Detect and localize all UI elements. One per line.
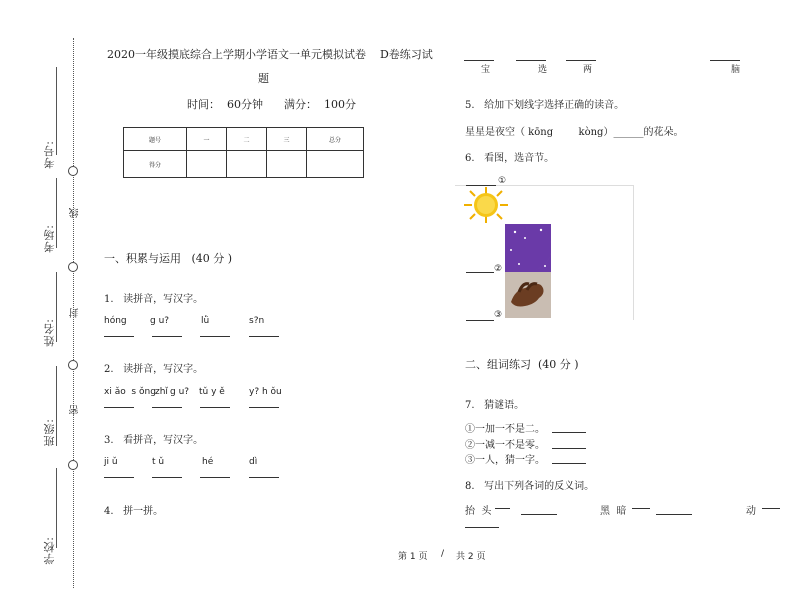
field-school: 学校: [43,536,56,565]
q2-answer-blank[interactable] [104,407,134,408]
q7-riddle: ①一加一不是二。 [465,424,545,435]
q7-answer-blank[interactable] [552,432,586,433]
q3-pinyin: dì [249,457,258,467]
q2-pinyin: g u? [170,387,195,397]
footer-separator: / [441,549,445,559]
top-char: 选 [538,65,548,75]
q2-answer-blank[interactable] [152,407,182,408]
top-char: 宝 [481,65,491,75]
q7-answer-blank[interactable] [552,463,586,464]
q3-pinyin: ji ǔ [104,457,118,467]
field-exam-id: 考号: [43,140,56,169]
q8-word: 抬 头 [465,506,492,517]
score-row-label: 得分 [124,151,187,178]
q6-answer-blank[interactable] [466,320,494,321]
q6-answer-blank[interactable] [466,272,494,273]
q1-pinyin: s?n [249,316,265,326]
q1-answer-blank[interactable] [200,336,230,337]
q8-prompt: 8. 写出下列各词的反义词。 [465,481,595,492]
top-answer-blank[interactable] [710,60,740,61]
q2-answer-blank[interactable] [249,407,279,408]
score-header-cell: 题号 [124,128,187,151]
moon-icon [505,224,551,272]
q2-pinyin: zhǐ [155,387,168,397]
field-exam-room: 考场: [43,224,56,253]
binder-mark-seal: 封 [70,308,81,318]
binding-hole [68,360,78,370]
q6-mark: ① [498,176,507,186]
score-header-cell: 一 [187,128,227,151]
q8-answer-blank[interactable] [656,514,692,515]
q6-mark: ③ [494,310,503,320]
top-answer-blank[interactable] [566,60,596,61]
top-answer-blank[interactable] [464,60,494,61]
top-char: 脑 [731,65,741,75]
q1-answer-blank[interactable] [249,336,279,337]
top-answer-blank[interactable] [516,60,546,61]
q1-prompt: 1. 读拼音，写汉字。 [104,294,204,305]
footer-page: 第 1 页 [398,552,428,562]
q3-prompt: 3. 看拼音，写汉字。 [104,435,204,446]
score-cell[interactable] [187,151,227,178]
q8-word: 黑 暗 [600,506,627,517]
q1-pinyin: lǜ [201,316,210,326]
q3-answer-blank[interactable] [249,477,279,478]
binder-mark-line: 线 [70,208,81,218]
q8-word: 动 [746,506,756,517]
q6-mark: ② [494,264,503,274]
q3-answer-blank[interactable] [200,477,230,478]
q2-answer-blank[interactable] [200,407,230,408]
score-table [123,127,364,178]
q5-prompt: 5. 给加下划线字选择正确的读音。 [465,100,625,111]
q8-dash [495,508,510,509]
top-char: 两 [583,65,593,75]
q4-prompt: 4. 拼一拼。 [104,506,164,517]
q1-pinyin: hóng [104,316,127,326]
q3-answer-blank[interactable] [104,477,134,478]
q8-answer-blank[interactable] [465,527,499,528]
score-header-cell: 总分 [307,128,364,151]
q1-pinyin: g u? [150,316,170,326]
exam-title-line2: 题 [258,72,269,85]
q7-riddle: ③一人，猜一字。 [465,455,545,466]
exam-title-line1: 2020一年级摸底综合上学期小学语文一单元模拟试卷 D卷练习试 [107,48,433,61]
q1-answer-blank[interactable] [104,336,134,337]
section1-title: 一、积累与运用 (40 分 ) [104,252,233,265]
q3-answer-blank[interactable] [152,477,182,478]
q2-prompt: 2. 读拼音，写汉字。 [104,364,204,375]
q2-pinyin: y? h ǒu [249,387,282,397]
q8-dash [632,508,650,509]
score-cell[interactable] [227,151,267,178]
exam-time-score: 时间： 60分钟 满分： 100分 [187,98,356,111]
q2-pinyin: tǔ y ě [199,387,225,397]
score-header-cell: 二 [227,128,267,151]
footer-total: 共 2 页 [456,552,486,562]
binding-hole [68,460,78,470]
binding-hole [68,166,78,176]
field-class: 班级: [43,418,56,447]
q8-dash [762,508,780,509]
q6-prompt: 6. 看图，选音节。 [465,153,555,164]
q1-answer-blank[interactable] [152,336,182,337]
sun-icon [460,186,512,224]
score-table-row [124,151,364,178]
q7-riddle: ②一减一不是零。 [465,440,545,451]
q5-sentence: 星星是夜空（ kōng kòng）______的花朵。 [465,127,684,138]
q2-pinyin: xi ǎo s ǒng [104,387,156,397]
binder-mark-secret: 密 [70,405,81,415]
q3-pinyin: t ǔ [152,457,165,467]
field-name: 姓名: [43,318,56,347]
score-cell[interactable] [307,151,364,178]
score-header-cell: 三 [267,128,307,151]
q3-pinyin: hé [202,457,214,467]
q7-prompt: 7. 猜谜语。 [465,400,525,411]
score-cell[interactable] [267,151,307,178]
section2-title: 二、组词练习 (40 分 ) [465,358,579,371]
hand-icon [505,272,551,318]
score-table-header-row [124,128,364,151]
q8-answer-blank[interactable] [521,514,557,515]
q7-answer-blank[interactable] [552,448,586,449]
binding-hole [68,262,78,272]
